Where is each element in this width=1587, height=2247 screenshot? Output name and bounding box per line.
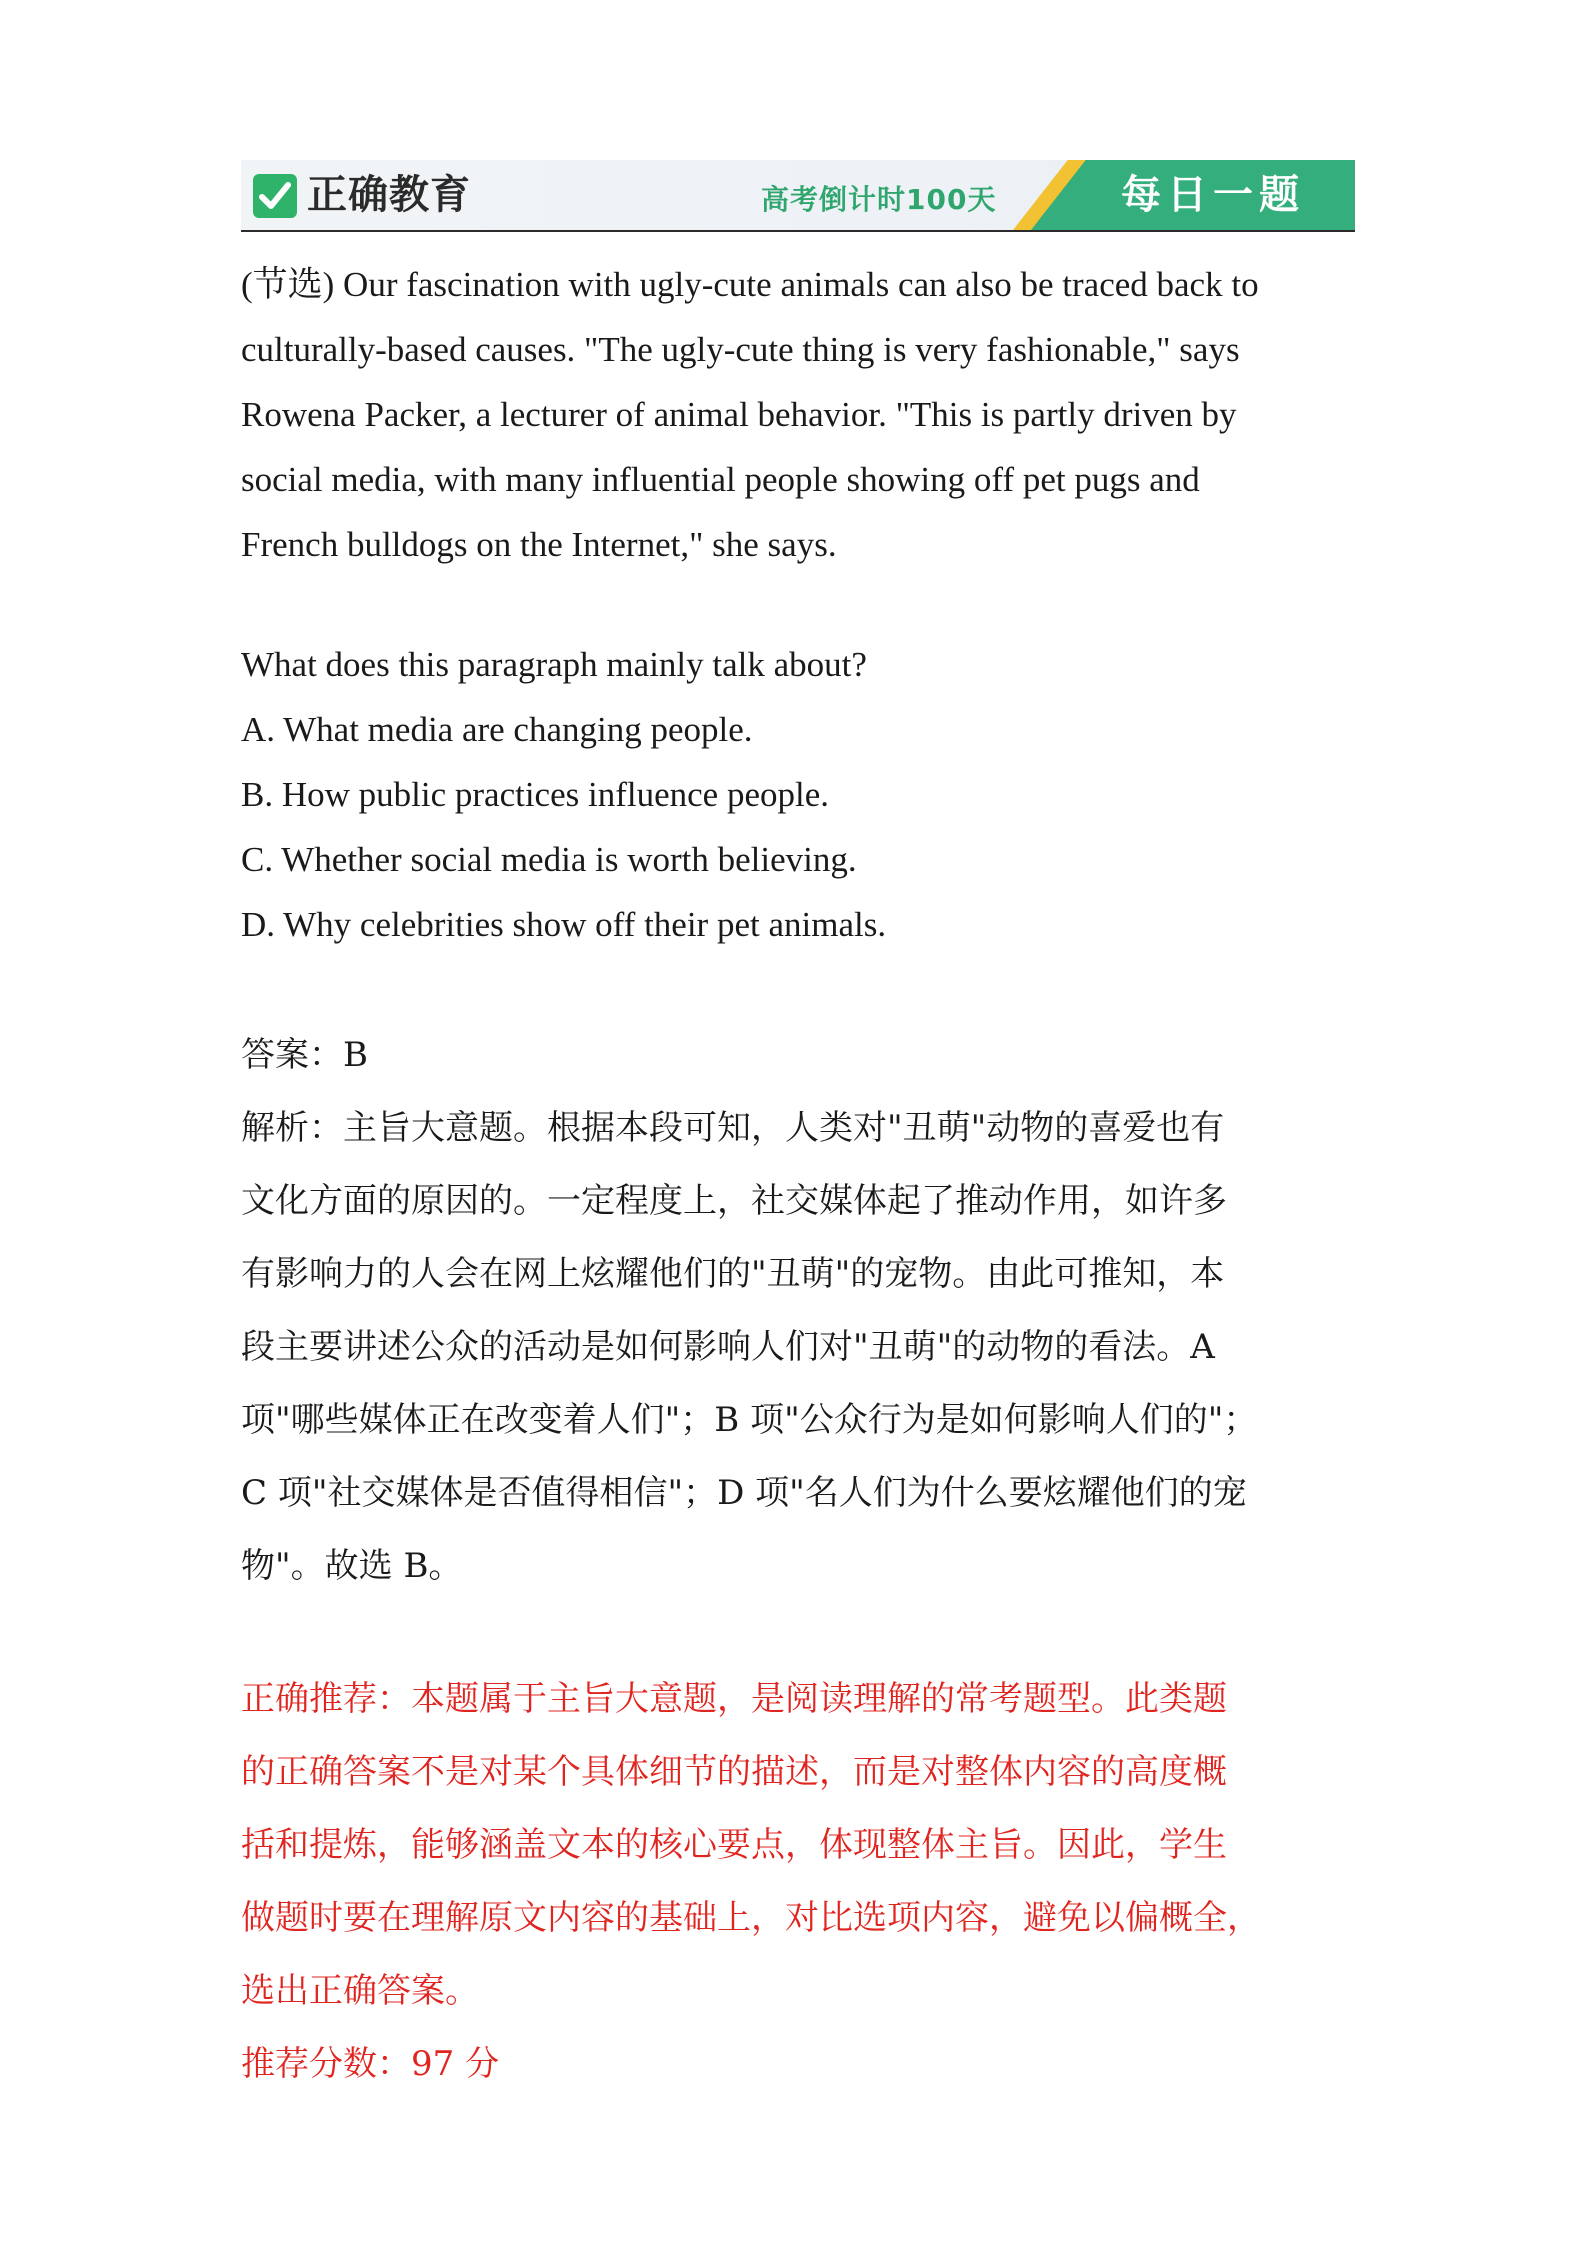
recommendation-block <box>241 1663 1355 2101</box>
analysis-line: 有影响力的人会在网上炫耀他们的"丑萌"的宠物。由此可推知，本 <box>241 1254 1225 1294</box>
recommendation-line: 做题时要在理解原文内容的基础上，对比选项内容，避免以偏概全， <box>241 1898 1261 1938</box>
option-b: B. How public practices influence people. <box>241 775 829 814</box>
option-d: D. Why celebrities show off their pet animals. <box>241 905 887 944</box>
analysis-line: 段主要讲述公众的活动是如何影响人们对"丑萌"的动物的看法。A <box>241 1327 1215 1367</box>
passage-line: (节选) Our fascination with ugly-cute animals can also be traced back to <box>241 265 1259 304</box>
reading-passage <box>241 252 1355 577</box>
passage-line: social media, with many influential people showing off pet pugs and <box>241 460 1200 499</box>
option-a: A. What media are changing people. <box>241 710 753 749</box>
passage-line: Rowena Packer, a lecturer of animal behavior. "This is partly driven by <box>241 395 1237 434</box>
passage-line: French bulldogs on the Internet," she says. <box>241 525 837 564</box>
recommendation-line: 的正确答案不是对某个具体细节的描述，而是对整体内容的高度概 <box>241 1752 1227 1792</box>
brand-logo-text: 正确教育 <box>307 172 471 218</box>
analysis-line: 项"哪些媒体正在改变着人们"；B 项"公众行为是如何影响人们的"； <box>241 1400 1258 1440</box>
question-block <box>241 632 1355 957</box>
header-divider <box>241 230 1355 232</box>
recommendation-line: 括和提炼，能够涵盖文本的核心要点，体现整体主旨。因此，学生 <box>241 1825 1227 1865</box>
answer-analysis-block <box>241 1019 1355 1603</box>
analysis-line: 文化方面的原因的。一定程度上，社交媒体起了推动作用，如许多 <box>241 1181 1227 1221</box>
answer-line: 答案：B <box>241 1035 368 1075</box>
daily-question-label: 每日一题 <box>1121 172 1305 218</box>
analysis-line: 解析：主旨大意题。根据本段可知，人类对"丑萌"动物的喜爱也有 <box>241 1108 1225 1148</box>
option-c: C. Whether social media is worth believing. <box>241 840 857 879</box>
analysis-line: C 项"社交媒体是否值得相信"；D 项"名人们为什么要炫耀他们的宠 <box>241 1473 1247 1513</box>
document-content <box>241 252 1355 2101</box>
countdown-text: 高考倒计时100天 <box>761 183 997 216</box>
check-icon <box>253 174 297 218</box>
header-banner <box>241 160 1355 230</box>
passage-line: culturally-based causes. "The ugly-cute thing is very fashionable," says <box>241 330 1240 369</box>
question-stem: What does this paragraph mainly talk about? <box>241 645 867 684</box>
analysis-line: 物"。故选 B。 <box>241 1546 463 1586</box>
recommendation-line: 选出正确答案。 <box>241 1971 479 2011</box>
recommendation-line: 正确推荐：本题属于主旨大意题，是阅读理解的常考题型。此类题 <box>241 1679 1227 1719</box>
recommendation-score: 推荐分数：97 分 <box>241 2044 500 2084</box>
